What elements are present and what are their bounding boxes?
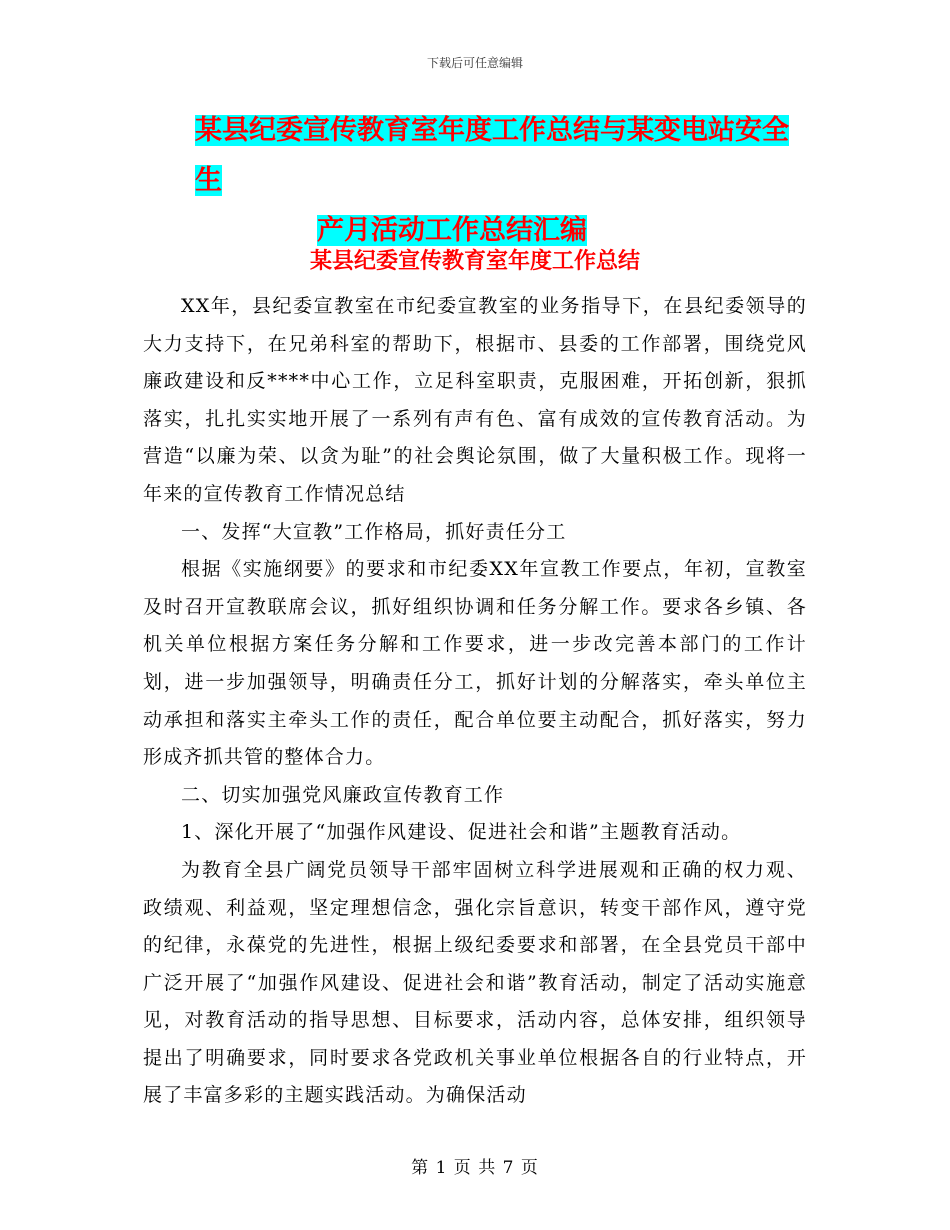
paragraph: 1、深化开展了“加强作风建设、促进社会和谐”主题教育活动。: [181, 821, 742, 844]
body-text: [143, 288, 807, 1115]
document-title-line-1: 某县纪委宣传教育室年度工作总结与某变电站安全生: [195, 115, 789, 196]
document-title: [195, 106, 805, 256]
paragraph: 为教育全县广阔党员领导干部牢固树立科学进展观和正确的权力观、政绩观、利益观，坚定理想信念，强化宗旨意识，转变干部作风，遵守党的纪律，永葆党的先进性，根据上级纪委要求和部署，在全县党员干部中广泛开展了“加强作风建设、促进社会和谐”教育活动，制定了活动实施意见，对教育活动的指导思想、目标要求，活动内容，总体安排，组织领导提出了明确要求，同时要求各党政机关事业单位根据各自的行业特点，开展了丰富多彩的主题实践活动。为确保活动: [143, 858, 807, 1107]
paragraph: XX年，县纪委宣教室在市纪委宣教室的业务指导下，在县纪委领导的大力支持下，在兄弟科室的帮助下，根据市、县委的工作部署，围绕党风廉政建设和反****中心工作，立足科室职责，克服困难，开拓创新，狠抓落实，扎扎实实地开展了一系列有声有色、富有成效的宣传教育活动。为营造“以廉为荣、以贪为耻”的社会舆论氛围，做了大量积极工作。现将一年来的宣传教育工作情况总结: [143, 295, 807, 505]
paragraph: 二、切实加强党风廉政宣传教育工作: [181, 783, 505, 806]
page-number: 第 1 页 共 7 页: [411, 1158, 539, 1178]
section-title: 某县纪委宣传教育室年度工作总结: [309, 249, 640, 274]
header-note: 下载后可任意编辑: [426, 56, 523, 70]
paragraph: 根据《实施纲要》的要求和市纪委XX年宣教工作要点，年初，宣教室及时召开宣教联席会议，抓好组织协调和任务分解工作。要求各乡镇、各机关单位根据方案任务分解和工作要求，进一步改完善本部门的工作计划，进一步加强领导，明确责任分工，抓好计划的分解落实，牵头单位主动承担和落实主牵头工作的责任，配合单位要主动配合，抓好落实，努力形成齐抓共管的整体合力。: [143, 558, 807, 769]
paragraph: 一、发挥“大宣教”工作格局，抓好责任分工: [181, 520, 567, 543]
document-title-line-2: 产月活动工作总结汇编: [317, 215, 587, 246]
